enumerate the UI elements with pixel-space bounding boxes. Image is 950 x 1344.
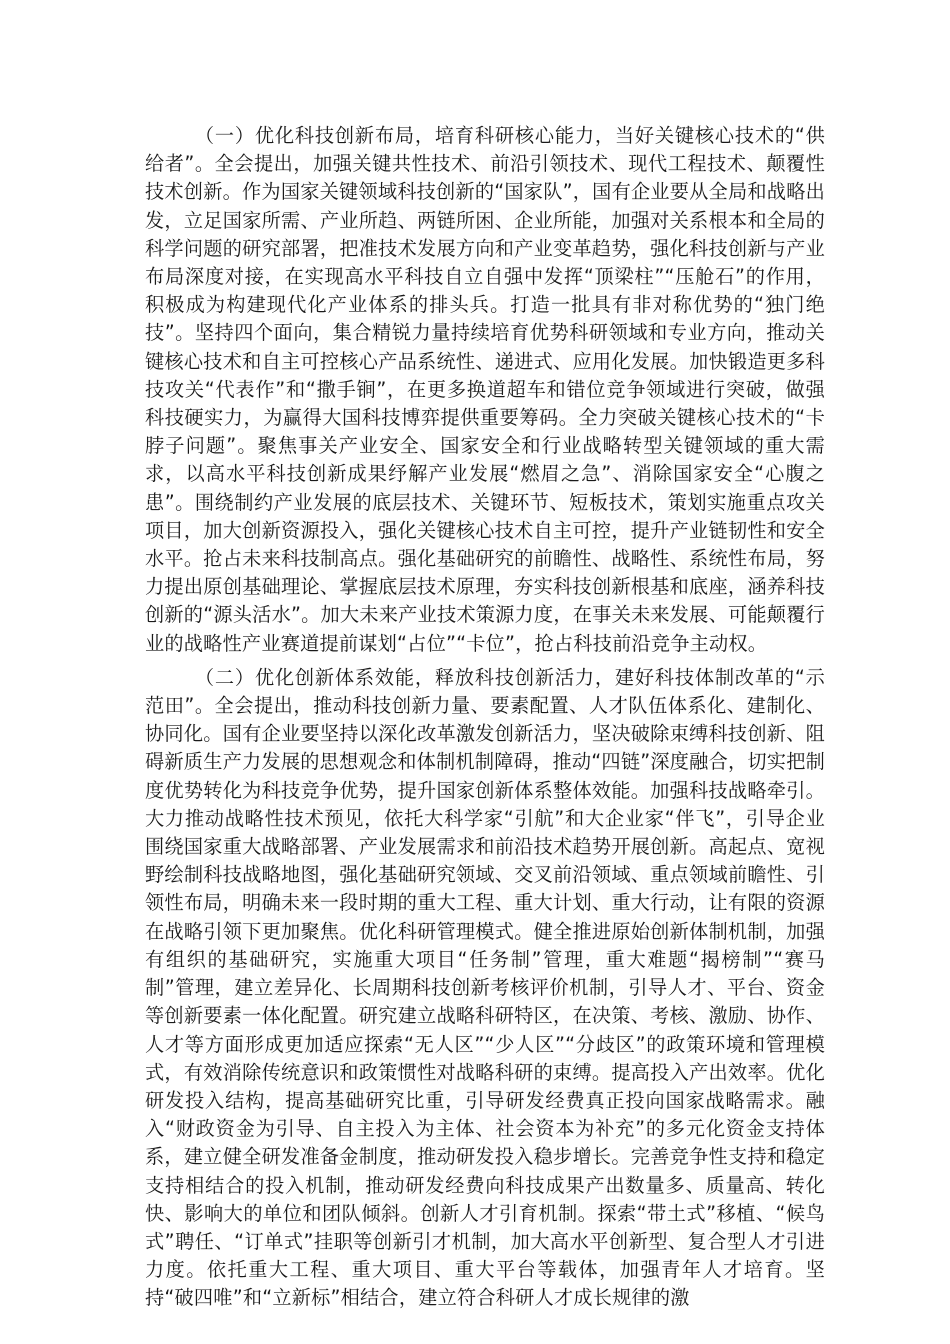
document-body: [145, 122, 825, 1313]
paragraph-1: （一）优化科技创新布局，培育科研核心能力，当好关键核心技术的“供给者”。全会提出，加强关键共性技术、前沿引领技术、现代工程技术、颠覆性技术创新。作为国家关键领域科技创新的“国家队”，国有企业要从全局和战略出发，立足国家所需、产业所趋、两链所困、企业所能，加强对关系根本和全局的科学问题的研究部署，把准技术发展方向和产业变革趋势，强化科技创新与产业布局深度对接，在实现高水平科技自立自强中发挥“顶梁柱”“压舱石”的作用，积极成为构建现代化产业体系的排头兵。打造一批具有非对称优势的“独门绝技”。坚持四个面向，集合精锐力量持续培育优势科研领域和专业方向，推动关键核心技术和自主可控核心产品系统性、递进式、应用化发展。加快锻造更多科技攻关“代表作”和“撒手锏”，在更多换道超车和错位竞争领域进行突破，做强科技硬实力，为赢得大国科技博弈提供重要筹码。全力突破关键核心技术的“卡脖子问题”。聚焦事关产业安全、国家安全和行业战略转型关键领域的重大需求，以高水平科技创新成果纾解产业发展“燃眉之急”、消除国家安全“心腹之患”。围绕制约产业发展的底层技术、关键环节、短板技术，策划实施重点攻关项目，加大创新资源投入，强化关键核心技术自主可控，提升产业链韧性和安全水平。抢占未来科技制高点。强化基础研究的前瞻性、战略性、系统性布局，努力提出原创基础理论、掌握底层技术原理，夯实科技创新根基和底座，涵养科技创新的“源头活水”。加大未来产业技术策源力度，在事关未来发展、可能颠覆行业的战略性产业赛道提前谋划“占位”“卡位”，抢占科技前沿竞争主动权。: [145, 124, 825, 655]
paragraph-2: （二）优化创新体系效能，释放科技创新活力，建好科技体制改革的“示范田”。全会提出，推动科技创新力量、要素配置、人才队伍体系化、建制化、协同化。国有企业要坚持以深化改革激发创新活力，坚决破除束缚科技创新、阻碍新质生产力发展的思想观念和体制机制障碍，推动“四链”深度融合，切实把制度优势转化为科技竞争优势，提升国家创新体系整体效能。加强科技战略牵引。大力推动战略性技术预见，依托大科学家“引航”和大企业家“伴飞”，引导企业围绕国家重大战略部署、产业发展需求和前沿技术趋势开展创新。高起点、宽视野绘制科技战略地图，强化基础研究领域、交叉前沿领域、重点领域前瞻性、引领性布局，明确未来一段时期的重大工程、重大计划、重大行动，让有限的资源在战略引领下更加聚焦。优化科研管理模式。健全推进原始创新体制机制，加强有组织的基础研究，实施重大项目“任务制”管理，重大难题“揭榜制”“赛马制”管理，建立差异化、长周期科技创新考核评价机制，引导人才、平台、资金等创新要素一体化配置。研究建立战略科研特区，在决策、考核、激励、协作、人才等方面形成更加适应探索“无人区”“少人区”“分歧区”的政策环境和管理模式，有效消除传统意识和政策惯性对战略科研的束缚。提高投入产出效率。优化研发投入结构，提高基础研究比重，引导研发经费真正投向国家战略需求。融入“财政资金为引导、自主投入为主体、社会资本为补充”的多元化资金支持体系，建立健全研发准备金制度，推动研发投入稳步增长。完善竞争性支持和稳定支持相结合的投入机制，推动研发经费向科技成果产出数量多、质量高、转化快、影响大的单位和团队倾斜。创新人才引育机制。探索“带土式”移植、“候鸟式”聘任、“订单式”挂职等创新引才机制，加大高水平创新型、复合型人才引进力度。依托重大工程、重大项目、重大平台等载体，加强青年人才培育。坚持“破四唯”和“立新标”相结合，建立符合科研人才成长规律的激: [145, 665, 825, 1310]
